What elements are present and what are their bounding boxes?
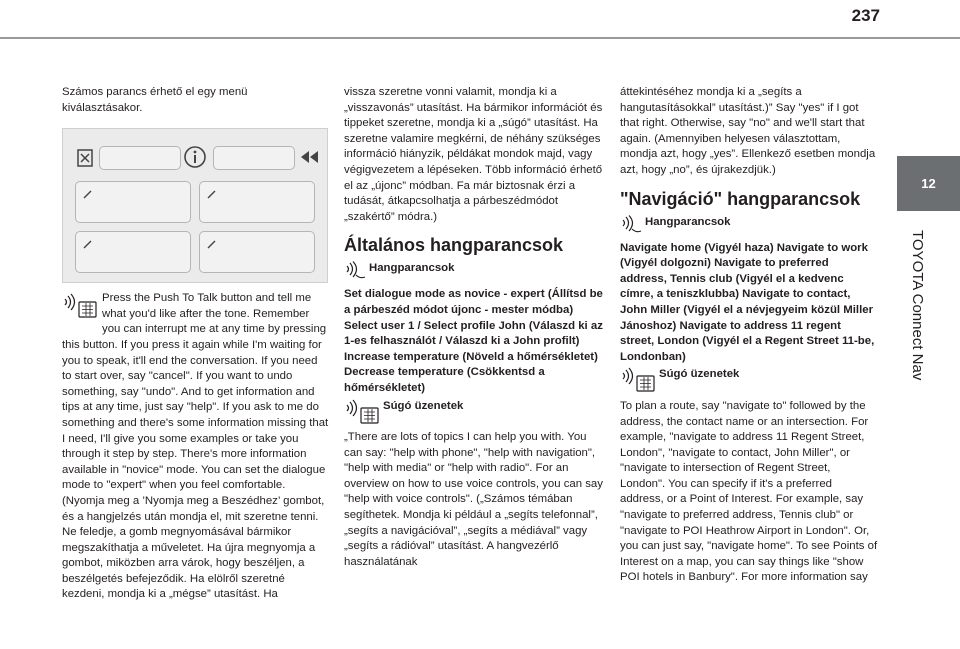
screen-tile (75, 181, 191, 223)
voice-commands-label: Hangparancsok (369, 262, 455, 275)
help-message-text: „There are lots of topics I can help you with. You can say: "help with phone", "help with navigation", "help with media" or "help with radio". For an overview on how to use voice controls, you can say "help with voice controls". („Számos témában segíthetek. Mondja ki például a „segíts telefonnal”, „segíts a navigációval”, „segíts a médiával” vagy „segíts a rádióval” utasítást. A hangvezérlő használatának (344, 431, 603, 568)
continued-text: vissza szeretne vonni valamit, mondja ki a „visszavonás” utasítást. Ha bármikor információt és tippeket szeretne, mondja ki a „súgó” utasítást. Ha szeretne valamire megkérni, de néhány szükséges információ hiányzik, példákat mondok majd, vagy végigvezetem a lépéseken. Több információ érhető el az „újonc” módban. Fa már biztosnak érzi a tudását, átkapcsolhatja a párbeszédmódot „szakértő” módra.) (344, 86, 603, 223)
column-3 (620, 85, 878, 586)
back-icon (299, 150, 319, 170)
page-number: 237 (851, 6, 880, 25)
help-messages-header (344, 399, 606, 431)
voice-command-icon (620, 215, 642, 241)
screen-tile (199, 181, 315, 223)
header-rule (0, 37, 960, 39)
section-heading-general: Általános hangparancsok (344, 235, 564, 256)
chapter-title: TOYOTA Connect Nav (909, 230, 926, 381)
column-2 (344, 85, 606, 570)
intro-text: Számos parancs érhető el egy menü kiválasztásakor. (62, 86, 248, 114)
close-icon (77, 149, 93, 173)
edit-pencil-icon (206, 188, 218, 200)
edit-pencil-icon (82, 238, 94, 250)
voice-command-icon (344, 261, 366, 287)
info-icon (183, 145, 207, 175)
edit-pencil-icon (206, 238, 218, 250)
help-messages-header (620, 367, 878, 399)
screen-button (99, 146, 181, 170)
general-command-list: Set dialogue mode as novice - expert (Állítsd be a párbeszéd módot újonc - mester módba) Select user 1 / Select profile John (Válaszd ki az 1-es felhasználót / Válaszd ki a John profilt) Increase temperature (Növeld a hőmérsékletet) Decrease temperature (Csökkentsd a hőmérsékletet) (344, 288, 603, 394)
help-messages-label: Súgó üzenetek (383, 399, 464, 412)
screen-tile (199, 231, 315, 273)
chapter-tab: 12 (897, 156, 960, 211)
navigation-command-list: Navigate home (Vigyél haza) Navigate to work (Vigyél dolgozni) Navigate to preferred address, Tennis club (Vigyél el a kedvenc címre, a teniszklubba) Navigate to contact, John Miller (Vigyél el a névjegyeim közül Miller Jánoshoz) Navigate to address 11 regent street, London (Vigyél el a Regent Street 11-be, Londonban) (620, 241, 875, 363)
help-message-icon (344, 399, 380, 431)
help-message-icon (620, 367, 656, 399)
help-messages-label: Súgó üzenetek (659, 368, 740, 381)
screen-button (213, 146, 295, 170)
continued-text: áttekintéséhez mondja ki a „segíts a hangutasításokkal” utasítást.)” Say "yes" if I got that right. Otherwise, say "no" and we'll start that again. (Amennyiben helyesen választottam, mondja azt, hogy „yes”. Ellenkező esetben mondja azt, hogy „no”, és újrakezdjük.) (620, 86, 876, 176)
voice-commands-header (620, 215, 878, 241)
column-1 (62, 85, 330, 603)
section-heading-navigation: "Navigáció" hangparancsok (620, 188, 861, 209)
help-message-text: To plan a route, say "navigate to" followed by the address, the contact name or an intersection. For example, "navigate to address 11 Regent Street, London", "navigate to contact, John Miller", or "navigate to intersection of Regent Street, London". You can specify if it's a preferred address, or a Point of Interest. For example, say "navigate to preferred address, Tennis club" or "navigate to POI Heathrow Airport in London". Or, you can just say, "navigate home". To see Points of Interest on a map, you can say things like "show POI hotels in Banbury". For more information say (620, 399, 878, 584)
voice-menu-screen-illustration (62, 128, 328, 283)
screen-tile (75, 231, 191, 273)
help-message-icon (62, 293, 98, 325)
voice-commands-label: Hangparancsok (645, 215, 731, 228)
edit-pencil-icon (82, 188, 94, 200)
push-to-talk-paragraph: Press the Push To Talk button and tell me what you'd like after the tone. Remember you can interrupt me at any time by pressing this button. If you press it again while I'm waiting for you to speak, it'll end the conversation. If you need to start over, say "cancel". If you want to undo something, say "undo". And to get information and tips at any time, just say "help". If you ask to me do something and there's some information missing that I need, I'll give you some examples or take you through it step by step. There's more information available in "novice" mode. You can set the dialogue mode to "expert" when you feel comfortable. (Nyomja meg a ’Nyomja meg a Beszédhez’ gombot, és a hangjelzés után mondja el, mit szeretne tenni. Ne feledje, a gomb megnyomásával bármikor megszakíthatja a műveletet. Ha újra megnyomja a gombot, miközben arra várok, hogy beszéljen, a beszélgetés befejeződik. Ha elölről szeretné kezdeni, mondja ki a „mégse” utasítást. Ha (62, 292, 329, 601)
voice-commands-header (344, 261, 606, 287)
